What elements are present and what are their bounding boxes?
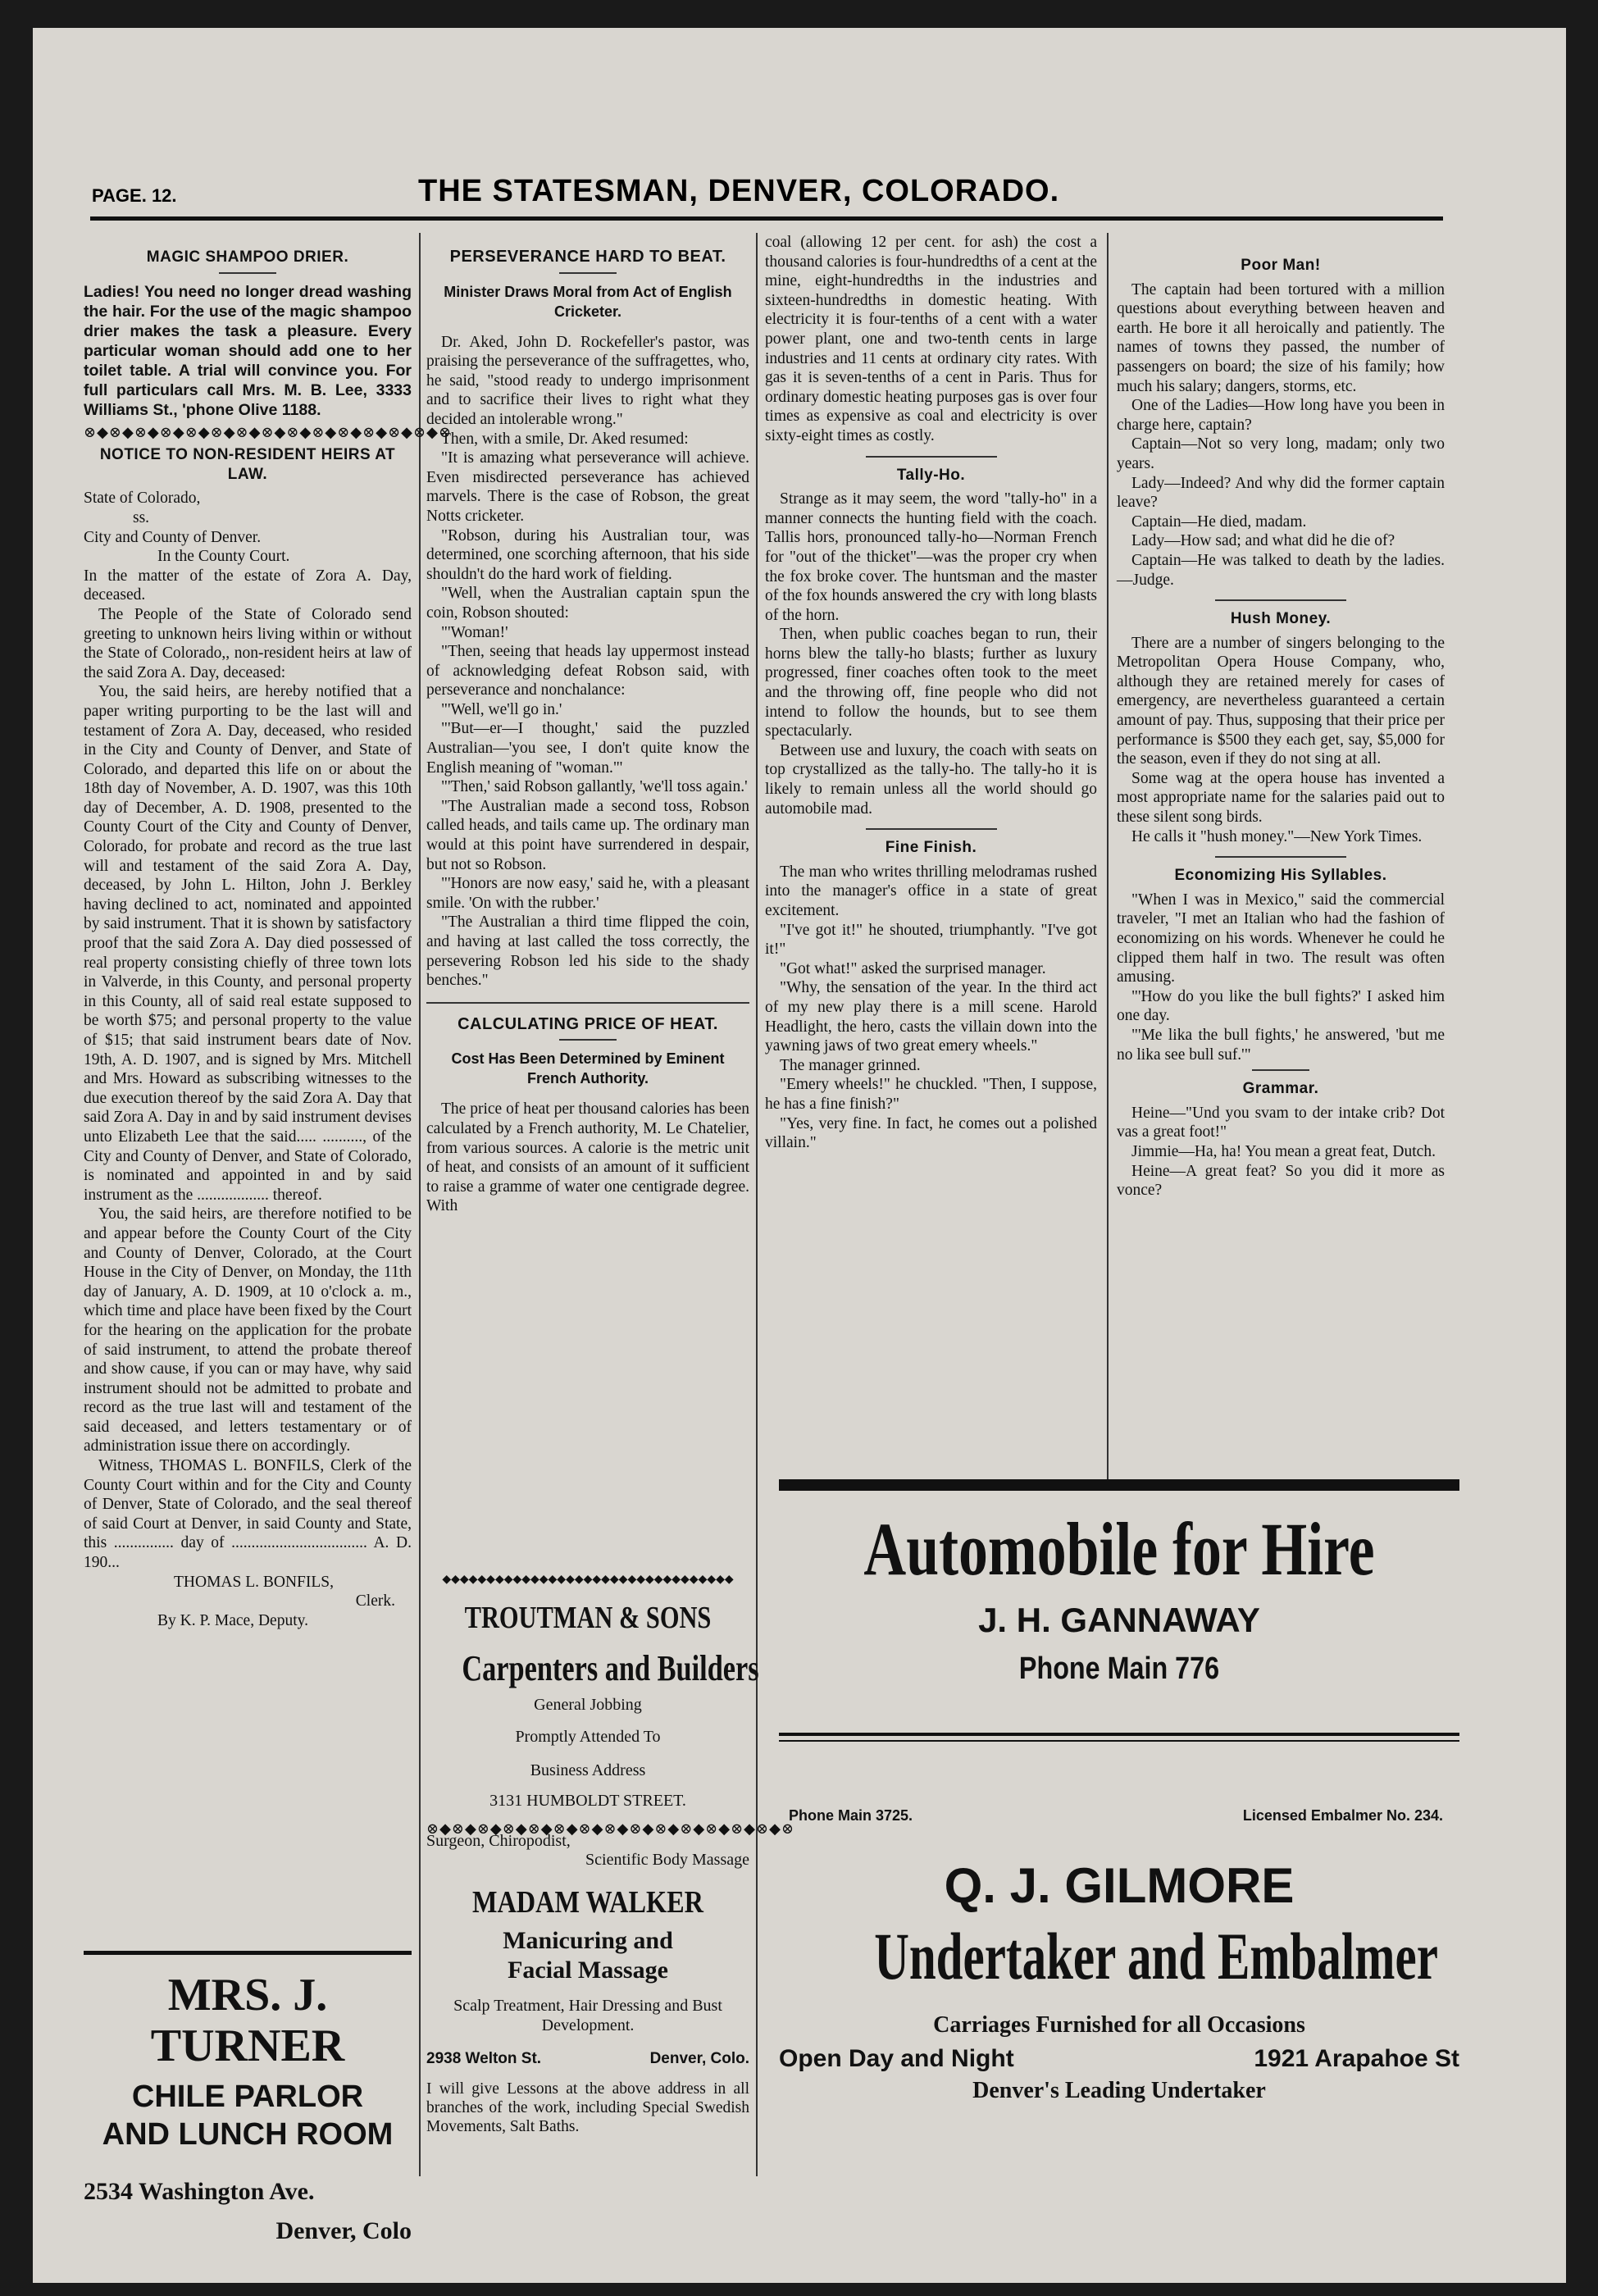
column-rule-1 bbox=[419, 233, 421, 2176]
paragraph: "I've got it!" he shouted, triumphantly. "I've got it!" bbox=[765, 921, 1097, 959]
paragraph: Dr. Aked, John D. Rockefeller's pastor, was praising the perseverance of the suffragettes, who, he said, "stood ready to undergo imprisonment and to sacrifice their lives to right what they decided an intolerable wrong." bbox=[426, 333, 749, 428]
masthead-title: THE STATESMAN, DENVER, COLORADO. bbox=[418, 174, 1060, 208]
paragraph: He calls it "hush money."—New York Times. bbox=[1131, 827, 1423, 845]
paragraph: "'Me lika the bull fights,' he answered, 'but me no lika see bull suf.'" bbox=[1117, 1026, 1445, 1064]
notice-heading: NOTICE TO NON-RESIDENT HEIRS AT LAW. bbox=[99, 446, 396, 483]
column-4 bbox=[1117, 251, 1445, 1200]
tally-heading: Tally-Ho. bbox=[896, 466, 966, 484]
column-2 bbox=[426, 243, 749, 1216]
paragraph: "'Then,' said Robson gallantly, 'we'll toss again.' bbox=[441, 778, 748, 796]
paragraph: The man who writes thrilling melodramas rushed into the manager's office in a state of great excitement. bbox=[765, 863, 1097, 919]
hush-heading: Hush Money. bbox=[1230, 610, 1332, 628]
heat-heading: CALCULATING PRICE OF HEAT. bbox=[458, 1014, 718, 1033]
walker-ad: Surgeon, Chiropodist, Scientific Body Massage MADAM WALKER Manicuring and Facial Massage Scalp Treatment, Hair Dressing and Bust Development. 2938 Welton St. Denver, Colo. I will give Lessons at the above address in all branches of the work, including Special Swedish Movements, Salt Baths. bbox=[426, 1832, 749, 2135]
perseverance-heading: PERSEVERANCE HARD TO BEAT. bbox=[449, 248, 726, 266]
paragraph: "'Woman!' bbox=[441, 623, 508, 641]
masthead-rule bbox=[90, 216, 1443, 221]
paragraph: "Well, when the Australian captain spun the coin, Robson shouted: bbox=[426, 585, 749, 622]
poor-heading: Poor Man! bbox=[1241, 257, 1321, 274]
paragraph: Lady—Indeed? And why did the former captain leave? bbox=[1117, 474, 1445, 512]
notice-para: You, the said heirs, are therefore notified to be and appear before the County Court of the City and County of Denver, Colorado, at the Court House in the City of Denver, on Monday, the 11th day of January, A. D. 1909, at 10 o'clock a. m., which time and place have been fixed by the Court for the hearing on the application for the probate of said instrument, to attend the probate thereof and show cause, if you can or may have, why said instrument should not be admitted to probate and record as the true last will and testament of the said deceased, and letters testamentary or of administration issue there on accordingly. bbox=[84, 1205, 412, 1456]
econ-heading: Economizing His Syllables. bbox=[1174, 867, 1387, 885]
shampoo-text: Ladies! You need no longer dread washing the hair. For the use of the magic shampoo drier makes the task a pleasure. Every particular woman should add one to her toilet table. A trial will convince you. For full particulars call Mrs. M. B. Lee, 3333 Williams St., 'phone Olive 1188. bbox=[84, 282, 412, 419]
paragraph: "The Australian a third time flipped the coin, and having at last called the toss correctly, the persevering Robson led his side to the shady benches." bbox=[426, 913, 749, 990]
column-rule-3 bbox=[1107, 233, 1109, 1487]
paragraph: "Why, the sensation of the year. In the third act of my new play there is a mill scene. Harold Headlight, the hero, casts the villain down into the yawning jaws of two great emery wheels." bbox=[765, 979, 1097, 1055]
paragraph: "'But—er—I thought,' said the puzzled Australian—'you see, I don't quite know the English meaning of "woman."' bbox=[426, 720, 749, 777]
shampoo-heading: MAGIC SHAMPOO DRIER. bbox=[146, 248, 349, 266]
turner-ad: MRS. J. TURNER CHILE PARLOR AND LUNCH ROOM 2534 Washington Ave. Denver, Colo bbox=[84, 1951, 412, 2245]
perseverance-subhead: Minister Draws Moral from Act of English Cricketer. bbox=[444, 283, 732, 320]
paragraph: "It is amazing what perseverance will achieve. Even misdirected perseverance has achieved marvels. There is the case of Robson, the great Notts cricketer. bbox=[426, 449, 749, 525]
paragraph: "Emery wheels!" he chuckled. "Then, I suppose, he has a fine finish?" bbox=[765, 1076, 1097, 1113]
automobile-ad: Automobile for Hire J. H. GANNAWAY Phone Main 776 bbox=[779, 1479, 1459, 1742]
paragraph: "Yes, very fine. In fact, he comes out a polished villain." bbox=[765, 1114, 1097, 1152]
newspaper-page bbox=[33, 28, 1566, 2283]
gilmore-ad: Phone Main 3725. Licensed Embalmer No. 234. Q. J. GILMORE Undertaker and Embalmer Carriages Furnished for all Occasions Open Day and Night 1921 Arapahoe St Denver's Leading Undertaker bbox=[779, 1807, 1459, 2103]
paragraph: "Then, seeing that heads lay uppermost instead of acknowledging defeat Robson said, with perseverance and nonchalance: bbox=[426, 643, 749, 699]
paragraph: "'Honors are now easy,' said he, with a pleasant smile. 'On with the rubber.' bbox=[426, 875, 749, 912]
paragraph: "Got what!" asked the surprised manager. bbox=[780, 959, 1046, 977]
paragraph: Captain—He died, madam. bbox=[1131, 512, 1307, 531]
paragraph: Jimmie—Ha, ha! You mean a great feat, Dutch. bbox=[1131, 1142, 1436, 1160]
heat-subhead: Cost Has Been Determined by Eminent French Authority. bbox=[451, 1050, 725, 1087]
notice-para: The People of the State of Colorado send greeting to unknown heirs living within or without the State of Colorado,, non-resident heirs at law of the said Zora A. Day, deceased: bbox=[84, 605, 412, 681]
fine-heading: Fine Finish. bbox=[885, 839, 977, 857]
paragraph: Lady—How sad; and what did he die of? bbox=[1131, 532, 1395, 550]
paragraph: Heine—A great feat? So you did it more as vonce? bbox=[1117, 1162, 1445, 1200]
paragraph: The manager grinned. bbox=[780, 1056, 921, 1074]
heat-para: The price of heat per thousand calories has been calculated by a French authority, M. Le Chatelier, from various sources. A calorie is the metric unit of heat, and consists of an amount of it sufficient to raise a gramme of water one centigrade degree. With bbox=[426, 1100, 749, 1215]
paragraph: "'How do you like the bull fights?' I asked him one day. bbox=[1117, 987, 1445, 1025]
paragraph: "When I was in Mexico," said the commercial traveler, "I met an Italian who had the fashion of economizing on his words. Whenever he could he clipped them half in two. The result was often amusing. bbox=[1117, 891, 1445, 986]
notice-para: Witness, THOMAS L. BONFILS, Clerk of the County Court within and for the City and County of Denver, State of Colorado, and the seal thereof of said Court at Denver, in said County and State, this ............... day of .................................. A. D. 190... bbox=[84, 1457, 412, 1572]
paragraph: "The Australian made a second toss, Robson called heads, and tails came up. The ordinary man would at this point have surrendered in despair, but not so Robson. bbox=[426, 797, 749, 873]
column-3: coal (allowing 12 per cent. for ash) the cost a thousand calories is four-hundredths of a cent at the mine, eight-hundredths in the industries and sixteen-hundredths in domestic heating. With electricity it is four-tenths of a cent with a water power plant, one and two-tenth cents in large industries and 11 cents at ordinary city rates. With gas it is seven-tenths of a cent in Paris. Thus for ordinary domestic heating purposes gas is over four times as expensive as coal and electricity is over sixty-eight times as costly. Tally-Ho. Strange as it may seem, the word "tally-ho" in a manner connects the hunting field with the coach. Tallis hors, pronounced tally-ho—Norman French for "out of the thicket"—was the proper cry when the fox broke cover. The huntsman and the master of the fox hounds answered the cry with long blasts of the horn. Then, when public coaches began to run, their horns blew the tally-ho blasts; further as luxury progressed, finer coaches often took to the meet and the throwing off, fine people who did not intend to follow the hounds, but to see them spectacularly. Between use and luxury, the coach with seats on top crystallized as the tally-ho. The tally-ho it is likely to remain unless all the world should go automobile mad. Fine Finish. The man who writes thrilling melodramas rushed into the manager's office in a state of great excitement. "I've got it!" he shouted, triumphantly. "I've got it!" "Got what!" asked the surprised manager. "Why, the sensation of the year. In the third act of my new play there is a mill scene. Harold Headlight, the hero, casts the villain down into the yawning jaws of two great emery wheels." The manager grinned. "Emery wheels!" he chuckled. "Then, I suppose, he has a fine finish?" "Yes, very fine. In fact, he comes out a polished villain." bbox=[765, 234, 1097, 1152]
notice-para: You, the said heirs, are hereby notified that a paper writing purporting to be the last will and testament of Zora A. Day, deceased, who resided in the City and County of Denver, and State of Colorado, and departed this life on or about the 18th day of November, A. D. 1907, was this 10th day of December, A. D. 1908, presented to the County Court of the City and County of Denver, Colorado, for probate and record as the true last will and testament of the said Zora A. Day, deceased, by John L. Hilton, John J. Berkley having declined to act, nominated and appointed by said instrument. That it is shown by satisfactory proof that the said Zora A. Day died possessed of real property consisting chiefly of three town lots in Valverde, in this County, and personal property in this County, all of said real estate supposed to be worth $75; and personal property to the value of $15; that said instrument bears date of Nov. 19th, A. D. 1907, and is signed by Mrs. Mitchell and Mrs. Howard as subscribing witnesses to the due execution thereof by the said Zora A. Day that said Zora A. Day in and by said instrument devises unto Elizabeth Lee that the said..... .........., of the City and County of Denver, and State of Colorado, is nominated and appointed in and by said instrument as the .................. thereof. bbox=[84, 683, 412, 1204]
column-1: MAGIC SHAMPOO DRIER. Ladies! You need no longer dread washing the hair. For the use of the magic shampoo drier makes the task a pleasure. Every particular woman should add one to her toilet table. A trial will convince you. For full particulars call Mrs. M. B. Lee, 3333 Williams St., 'phone Olive 1188. ⊗◆⊗◆⊗◆⊗◆⊗◆⊗◆⊗◆⊗◆⊗◆⊗◆⊗◆⊗◆⊗◆⊗◆⊗ NOTICE TO NON-RESIDENT HEIRS AT LAW. State of Colorado, ss. City and County of Denver. In the County Court. In the matter of the estate of Zora A. Day, deceased. The People of the State of Colorado send greeting to unknown heirs living within or without the State of Colorado,, non-resident heirs at law of the said Zora A. Day, deceased: You, the said heirs, are hereby notified that a paper writing purporting to be the last will and testament of Zora A. Day, deceased, who resided in the City and County of Denver, and State of Colorado, and departed this life on or about the 18th day of November, A. D. 1907, was this 10th day of December, A. D. 1908, presented to the County Court of the City and County of Denver, Colorado, for probate and record as the true last will and testament of the said Zora A. Day, deceased, by John L. Hilton, John J. Berkley having declined to act, nominated and appointed by said instrument. That it is shown by satisfactory proof that the said Zora A. Day died possessed of real property consisting chiefly of three town lots in Valverde, in this County, and personal property in this County, all of said real estate supposed to be worth $75; and personal property to the value of $15; that said instrument bears date of Nov. 19th, A. D. 1907, and is signed by Mrs. Mitchell and Mrs. Howard as subscribing witnesses to the due execution thereof by the said Zora A. Day that said Zora A. Day in and by said instrument devises unto Elizabeth Lee that the said..... .........., of the City and County of Denver, and State of Colorado, is nominated and appointed in and by said instrument as the .................. thereof. You, the said heirs, are therefore notified to be and appear before the County Court of the City and County of Denver, Colorado, at the Court House in the City of Denver, on Monday, the 11th day of January, A. D. 1909, at 10 o'clock a. m., which time and place have been fixed by the Court for the hearing on the application for the probate of said instrument, to attend the probate thereof and show cause, if you can or may have, why said instrument should not be admitted to probate and record as the true last will and testament of the said deceased, and letters testamentary or of administration issue there on accordingly. Witness, THOMAS L. BONFILS, Clerk of the County Court within and for the City and County of Denver, State of Colorado, and the seal thereof of said Court at Denver, in said County and State, this ............... day of .................................. A. D. 190... THOMAS L. BONFILS, Clerk. By K. P. Mace, Deputy. bbox=[84, 248, 453, 1629]
auto-headline: Automobile for Hire bbox=[863, 1507, 1375, 1591]
perseverance-body bbox=[426, 333, 749, 991]
column-rule-2 bbox=[756, 233, 758, 2176]
paragraph: Captain—Not so very long, madam; only two years. bbox=[1117, 435, 1445, 472]
grammar-heading: Grammar. bbox=[1242, 1080, 1319, 1098]
paragraph: "'Well, we'll go in.' bbox=[441, 700, 562, 718]
paragraph: Some wag at the opera house has invented a most appropriate name for the salaries paid out to these silent song birds. bbox=[1117, 769, 1445, 827]
paragraph: Then, with a smile, Dr. Aked resumed: bbox=[441, 430, 689, 448]
paragraph: "Robson, during his Australian tour, was determined, one scorching afternoon, that his side shouldn't do the hard work of fielding. bbox=[426, 526, 749, 583]
troutman-ad: ◆◆◆◆◆◆◆◆◆◆◆◆◆◆◆◆◆◆◆◆◆◆◆◆◆◆◆◆◆◆◆◆◆ TROUTMAN & SONS Carpenters and Builders General Jobbing Promptly Attended To Business Address 3131 HUMBOLDT STREET. ⊗◆⊗◆⊗◆⊗◆⊗◆⊗◆⊗◆⊗◆⊗◆⊗◆⊗◆⊗◆⊗◆⊗◆⊗ bbox=[426, 1574, 795, 1837]
ornament-rule: ⊗◆⊗◆⊗◆⊗◆⊗◆⊗◆⊗◆⊗◆⊗◆⊗◆⊗◆⊗◆⊗◆⊗◆⊗ bbox=[84, 423, 453, 440]
paragraph: There are a number of singers belonging to the Metropolitan Opera House Company, who, although they are retained merely for cases of emergency, are nevertheless guaranteed a certain amount of pay. Thus, supposing that their price per performance is $500 they each get, say, $5,000 for the season, even if they do not sing at all. bbox=[1117, 634, 1445, 768]
page-number: PAGE. 12. bbox=[92, 185, 177, 206]
paragraph: The captain had been tortured with a million questions about everything between heaven and earth. He bore it all heroically and patiently. The names of towns they passed, the number of passengers on board; the size of his family; how much his salary; dangers, storms, etc. bbox=[1117, 280, 1445, 395]
paragraph: Heine—"Und you svam to der intake crib? Dot vas a great foot!" bbox=[1117, 1104, 1445, 1141]
paragraph: One of the Ladies—How long have you been in charge here, captain? bbox=[1117, 397, 1445, 434]
paragraph: Captain—He was talked to death by the ladies.—Judge. bbox=[1117, 551, 1445, 589]
